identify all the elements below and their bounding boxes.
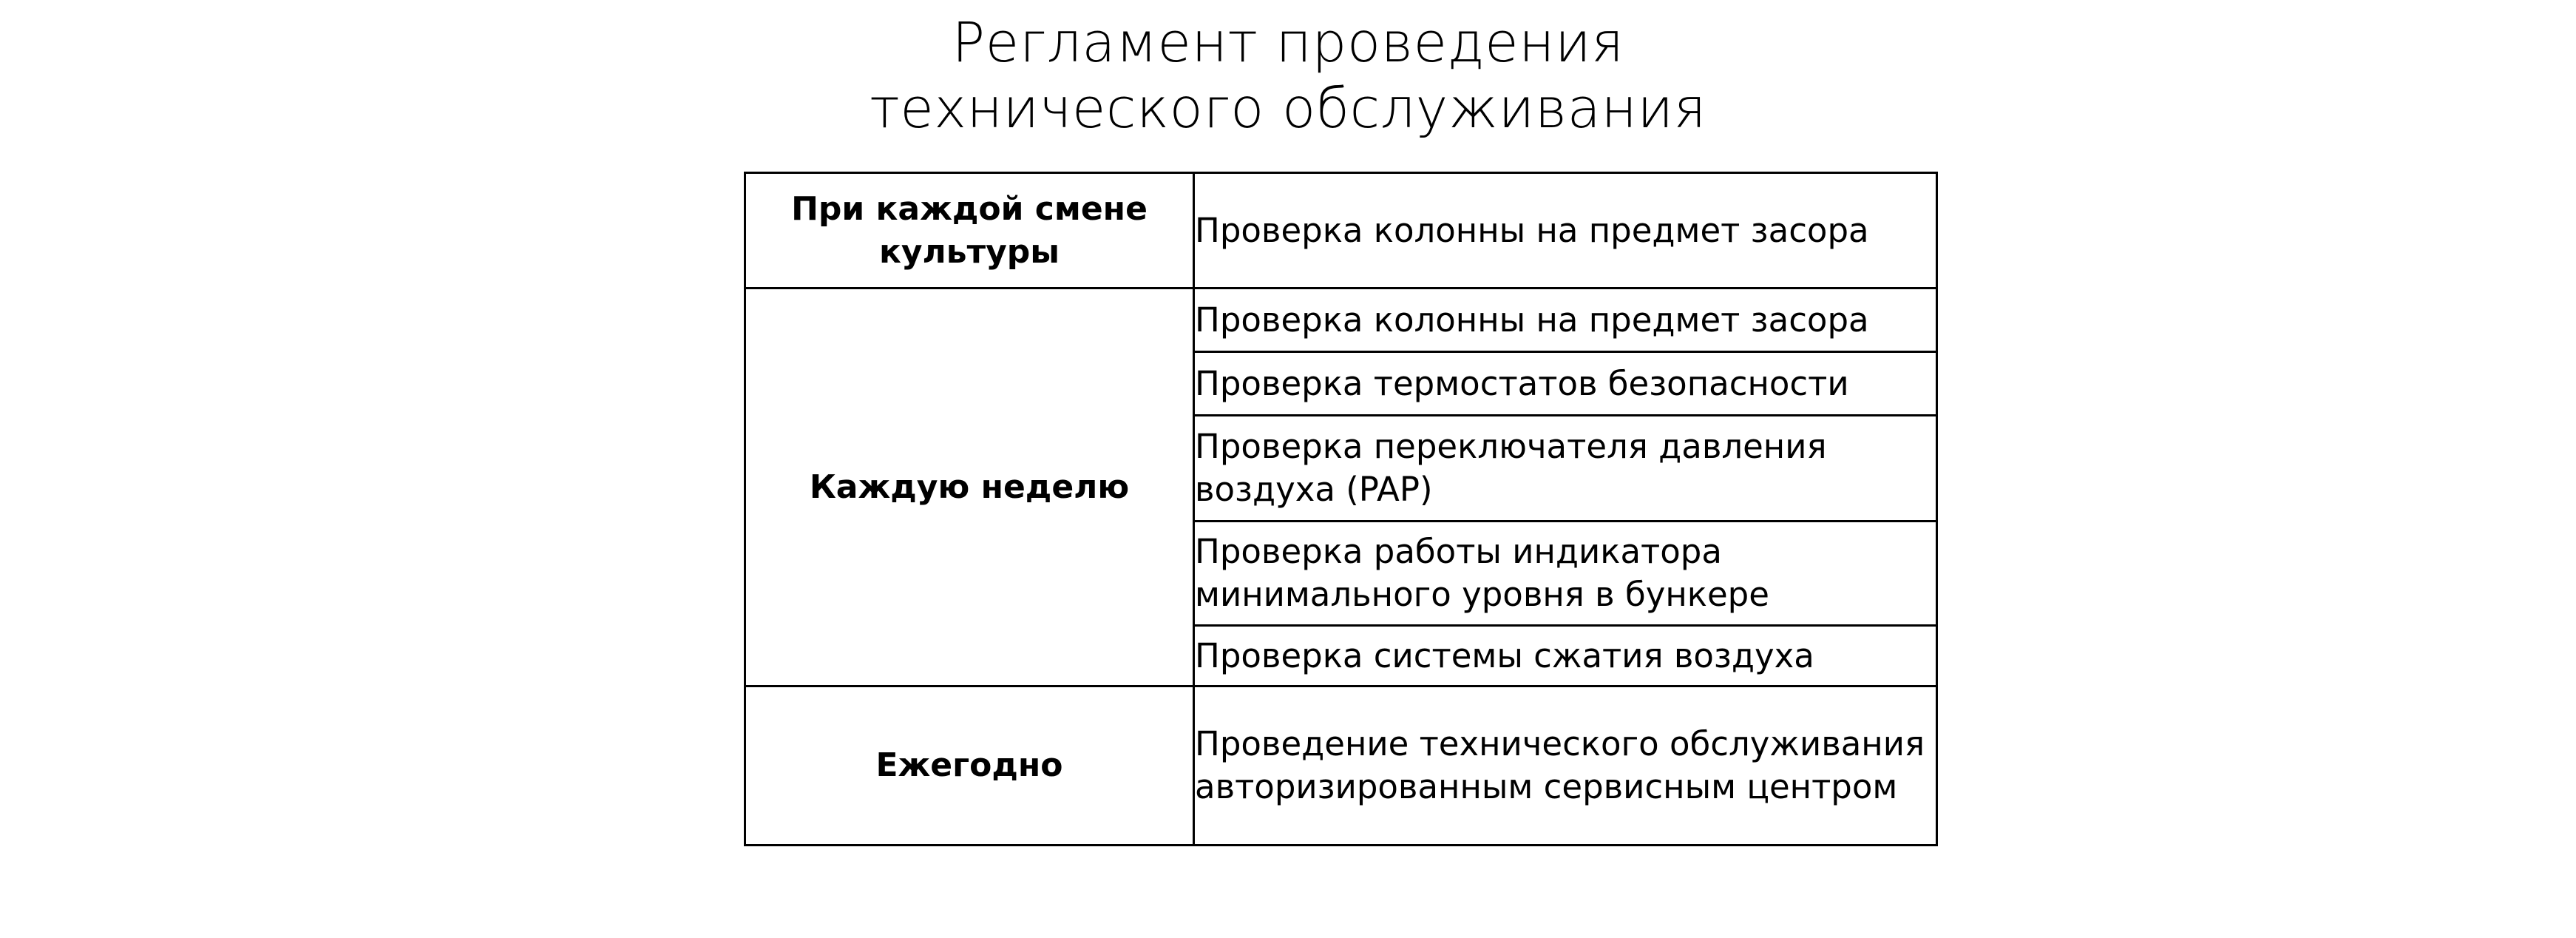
- page-title: [0, 10, 2576, 142]
- task-cell: Проверка колонны на предмет засора: [1194, 289, 1937, 352]
- table-row: [745, 686, 1937, 846]
- table-row: [745, 173, 1937, 289]
- task-cell: Проверка колонны на предмет засора: [1194, 173, 1937, 289]
- period-cell: При каждой смене культуры: [745, 173, 1194, 289]
- period-cell: Каждую неделю: [745, 289, 1194, 686]
- maintenance-schedule-table: [744, 172, 1938, 846]
- task-cell: Проверка переключателя давления воздуха (PAP): [1194, 416, 1937, 522]
- table-row: [745, 289, 1937, 352]
- task-cell: Проверка термостатов безопасности: [1194, 352, 1937, 416]
- page-title-line-1: Регламент проведения: [952, 11, 1624, 75]
- task-cell: Проведение технического обслуживания авторизированным сервисным центром: [1194, 686, 1937, 846]
- task-cell: Проверка системы сжатия воздуха: [1194, 626, 1937, 686]
- period-cell: Ежегодно: [745, 686, 1194, 846]
- task-cell: Проверка работы индикатора минимального уровня в бункере: [1194, 522, 1937, 626]
- page-title-line-2: технического обслуживания: [870, 77, 1706, 141]
